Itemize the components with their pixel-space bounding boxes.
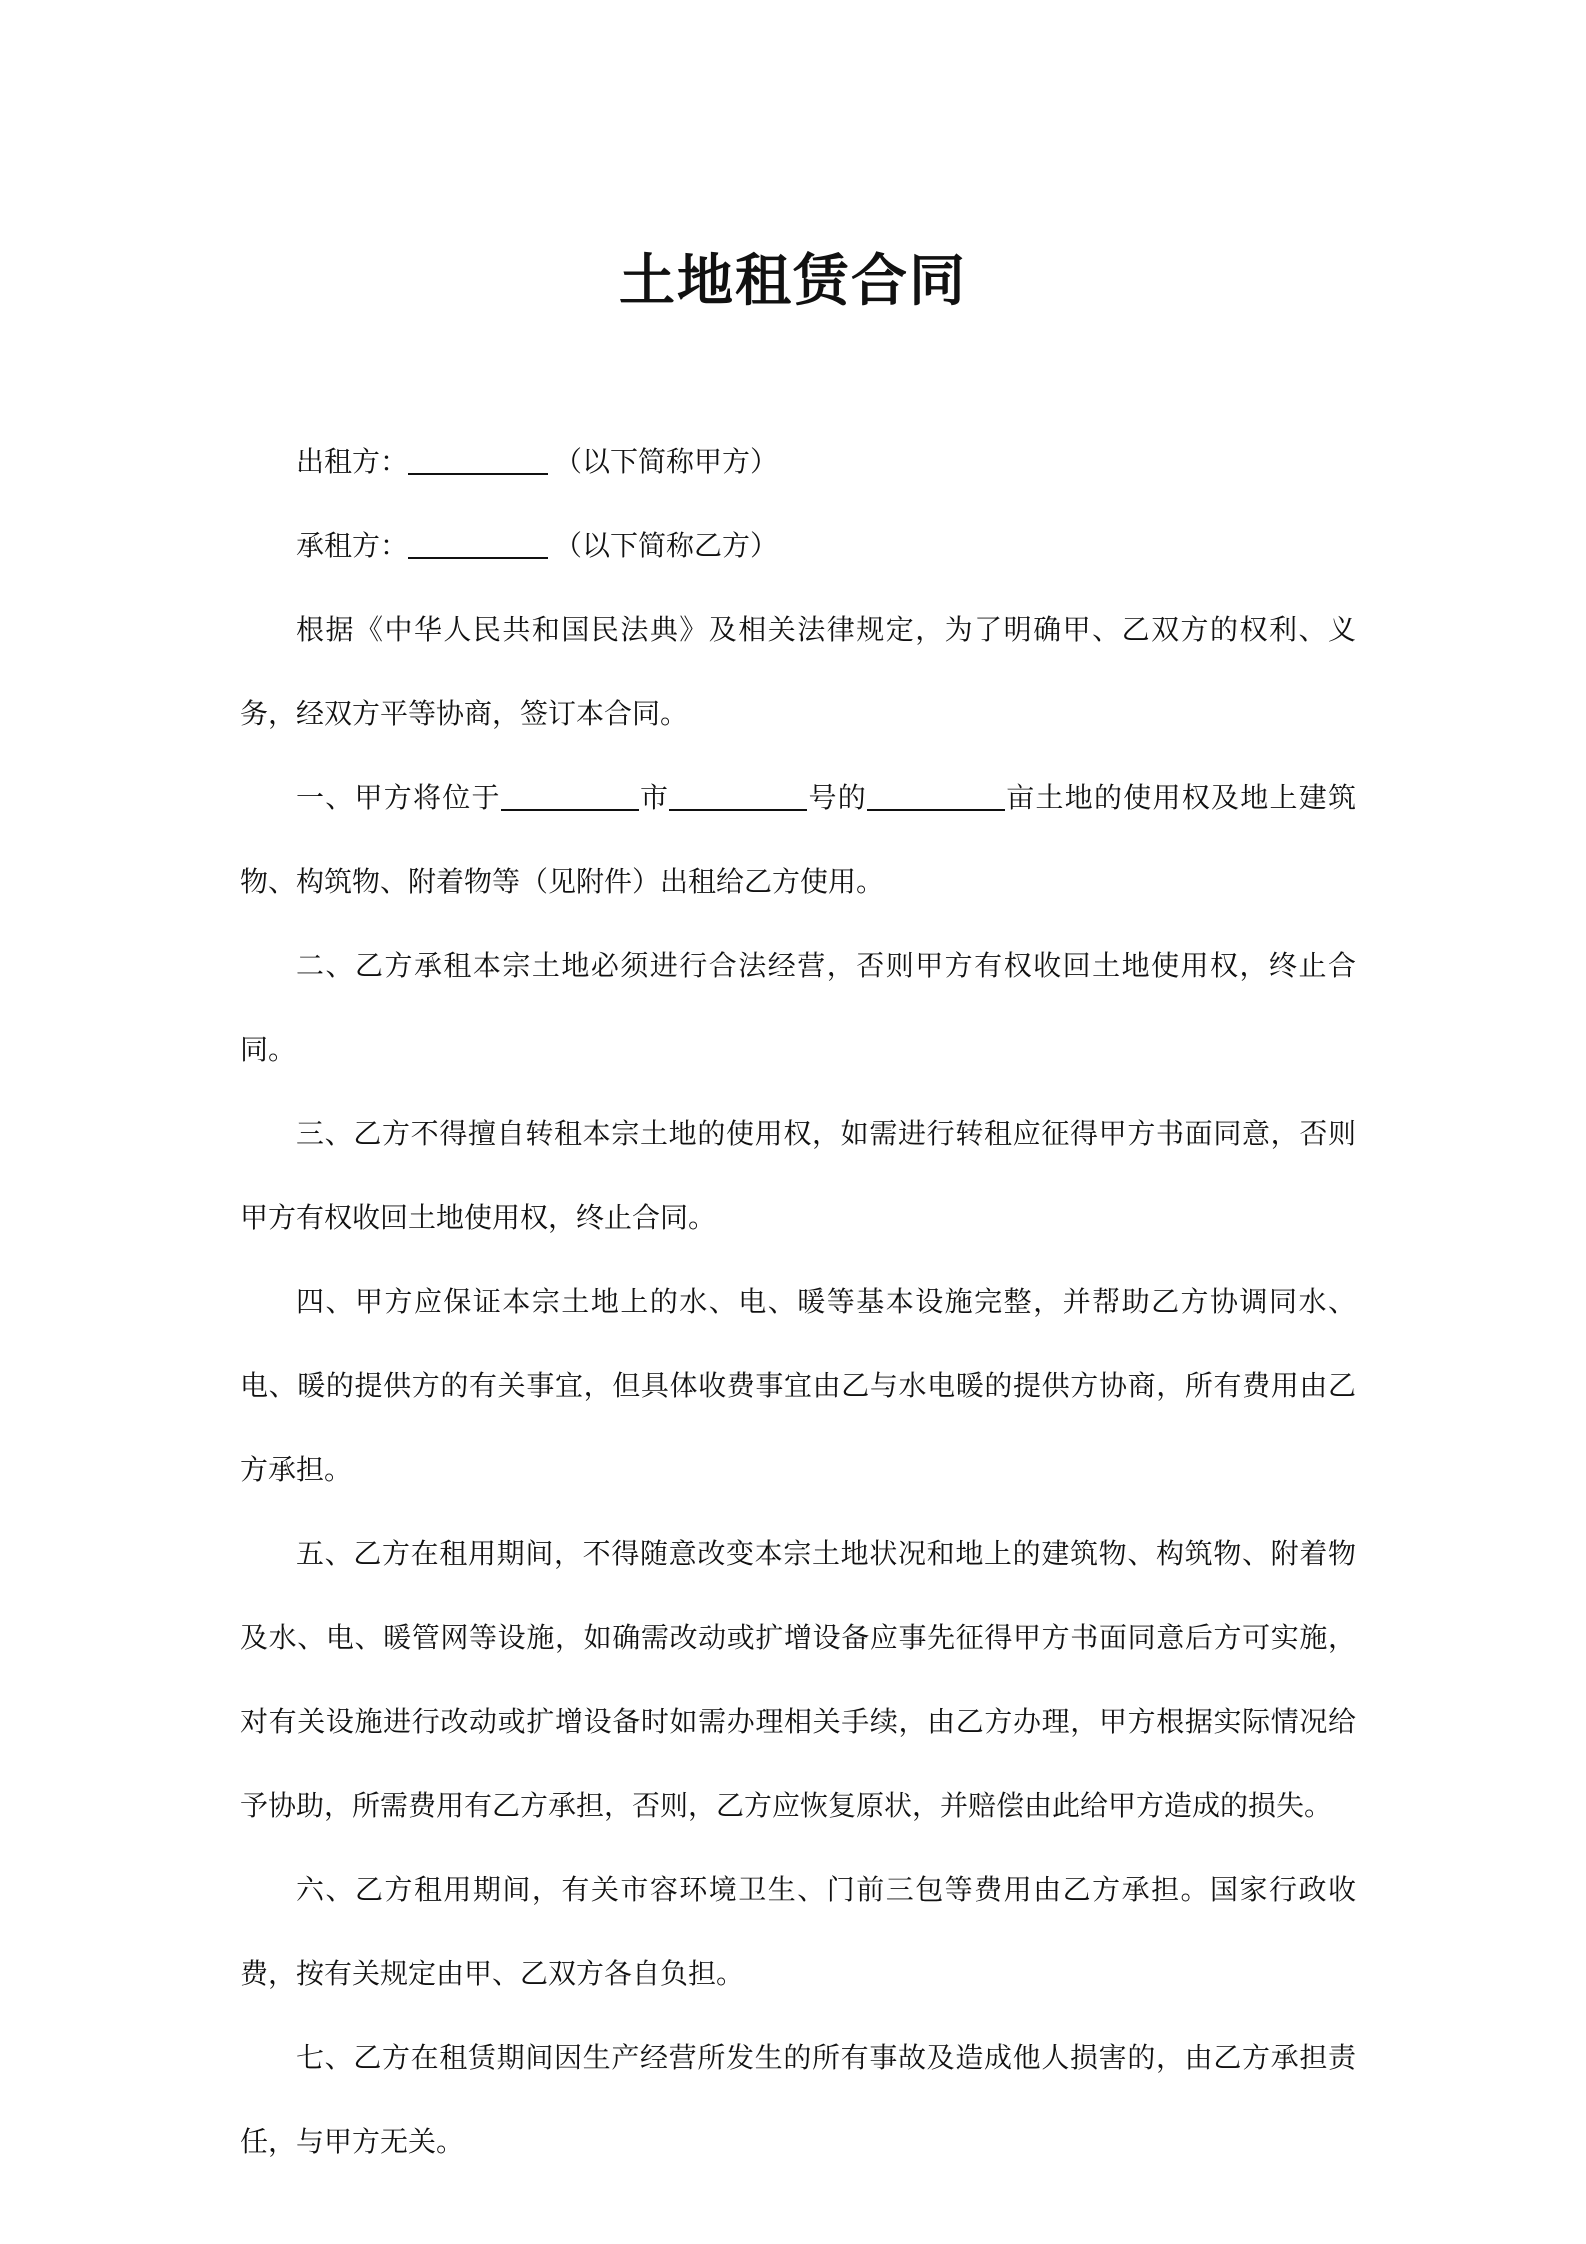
clause-1-part-2: 市 <box>638 781 670 814</box>
city-blank <box>501 779 639 811</box>
clause-6: 六、乙方租用期间，有关市容环境卫生、门前三包等费用由乙方承担。国家行政收费，按有关规定由甲、乙双方各自负担。 <box>240 1873 1356 1990</box>
contract-title: 土地租赁合同 <box>619 249 967 314</box>
lessee-line <box>240 504 1356 588</box>
clause-7: 七、乙方在租赁期间因生产经营所发生的所有事故及造成他人损害的，由乙方承担责任，与甲方无关。 <box>240 2041 1356 2158</box>
clause-1 <box>240 756 1356 924</box>
clause-3: 三、乙方不得擅自转租本宗土地的使用权，如需进行转租应征得甲方书面同意，否则甲方有权收回土地使用权，终止合同。 <box>240 1117 1356 1234</box>
clause-1-part-4: 亩土地的使用权及地上建筑物、构筑物、附着物等（见附件）出租给乙方使用。 <box>240 781 1356 898</box>
clause-1-part-3: 号的 <box>807 781 867 814</box>
lessee-note: （以下简称乙方） <box>554 529 779 562</box>
lessor-note: （以下简称甲方） <box>554 445 779 478</box>
clause-4: 四、甲方应保证本宗土地上的水、电、暖等基本设施完整，并帮助乙方协调同水、电、暖的提供方的有关事宜，但具体收费事宜由乙与水电暖的提供方协商，所有费用由乙方承担。 <box>240 1285 1356 1486</box>
clause-5: 五、乙方在租用期间，不得随意改变本宗土地状况和地上的建筑物、构筑物、附着物及水、电、暖管网等设施，如确需改动或扩增设备应事先征得甲方书面同意后方可实施，对有关设施进行改动或扩增设备时如需办理相关手续，由乙方办理，甲方根据实际情况给予协助，所需费用有乙方承担，否则，乙方应恢复原状，并赔偿由此给甲方造成的损失。 <box>240 1537 1356 1822</box>
contract-body <box>240 420 1356 2184</box>
clause-2: 二、乙方承租本宗土地必须进行合法经营，否则甲方有权收回土地使用权，终止合同。 <box>240 949 1356 1066</box>
lessee-label: 承租方： <box>296 529 409 562</box>
lessor-blank <box>408 443 548 475</box>
preamble-paragraph: 根据《中华人民共和国民法典》及相关法律规定，为了明确甲、乙双方的权利、义务，经双方平等协商，签订本合同。 <box>240 613 1356 730</box>
lessor-label: 出租方： <box>296 445 409 478</box>
lessee-blank <box>408 527 548 559</box>
area-blank <box>867 779 1005 811</box>
number-blank <box>669 779 807 811</box>
clause-1-part-1: 一、甲方将位于 <box>296 781 501 814</box>
lessor-line <box>240 420 1356 504</box>
